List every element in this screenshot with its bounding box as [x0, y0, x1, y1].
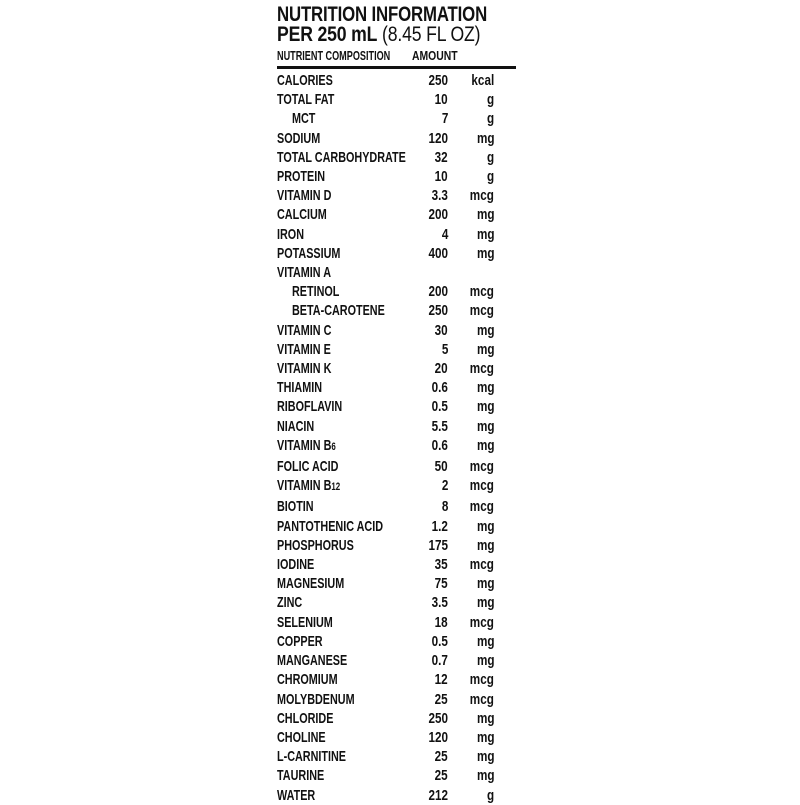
nutrient-label: WATER — [277, 786, 316, 804]
table-row — [277, 148, 516, 167]
table-row — [277, 282, 516, 301]
unit-label: mcg — [469, 458, 494, 476]
nutrient-label-subscript: 12 — [331, 481, 341, 494]
table-row — [277, 536, 516, 555]
unit-label: mcg — [469, 613, 494, 631]
table-row — [277, 71, 516, 90]
unit-label: mg — [476, 436, 494, 454]
serving-size-bold: PER 250 mL — [277, 23, 378, 46]
unit-label: mg — [476, 206, 494, 224]
amount-value: 25 — [434, 748, 448, 766]
unit-label: mg — [476, 225, 494, 243]
unit-label: mcg — [469, 302, 494, 320]
nutrient-label: VITAMIN B6 — [277, 436, 336, 454]
unit-label: mg — [476, 536, 494, 554]
table-row — [277, 690, 516, 709]
nutrient-label: CALCIUM — [277, 206, 327, 224]
table-row — [277, 517, 516, 536]
unit-label: mg — [476, 767, 494, 785]
nutrient-label: ZINC — [277, 594, 303, 612]
amount-value: 4 — [441, 225, 448, 243]
nutrient-label: MOLYBDENUM — [277, 690, 355, 708]
nutrient-label: VITAMIN C — [277, 321, 332, 339]
table-row — [277, 359, 516, 378]
table-row — [277, 301, 516, 320]
amount-value: 175 — [428, 536, 448, 554]
nutrient-label: NIACIN — [277, 417, 315, 435]
column-header-nutrient: NUTRIENT COMPOSITION — [277, 48, 391, 63]
nutrient-label: CHLORIDE — [277, 709, 334, 727]
nutrient-label: COPPER — [277, 632, 323, 650]
amount-value: 30 — [434, 321, 448, 339]
amount-value: 250 — [428, 302, 448, 320]
unit-label: mcg — [469, 360, 494, 378]
nutrient-label: FOLIC ACID — [277, 458, 339, 476]
nutrient-label: CHOLINE — [277, 728, 326, 746]
nutrient-label: BIOTIN — [277, 498, 314, 516]
nutrient-label: TOTAL FAT — [277, 91, 335, 109]
amount-value: 200 — [428, 206, 448, 224]
amount-value: 5 — [441, 340, 448, 358]
nutrient-label: RIBOFLAVIN — [277, 398, 343, 416]
table-row — [277, 378, 516, 397]
unit-label: kcal — [471, 72, 494, 89]
table-row — [277, 436, 516, 457]
unit-label: mcg — [469, 671, 494, 689]
unit-label: mg — [476, 709, 494, 727]
amount-value: 18 — [434, 613, 448, 631]
table-row — [277, 263, 516, 282]
unit-label: mg — [476, 575, 494, 593]
unit-label: mg — [476, 517, 494, 535]
nutrient-label: IODINE — [277, 556, 315, 574]
nutrient-label: IRON — [277, 225, 304, 243]
table-row — [277, 613, 516, 632]
nutrient-label: SODIUM — [277, 129, 321, 147]
unit-label: mcg — [469, 187, 494, 205]
nutrient-table — [277, 71, 516, 805]
table-row — [277, 457, 516, 476]
unit-label: g — [486, 148, 494, 166]
amount-value: 3.3 — [431, 187, 448, 205]
unit-label: mcg — [469, 477, 494, 495]
table-row — [277, 186, 516, 205]
amount-value: 2 — [441, 477, 448, 495]
table-row — [277, 497, 516, 516]
unit-label: mg — [476, 379, 494, 397]
table-row — [277, 651, 516, 670]
amount-value: 32 — [434, 148, 448, 166]
unit-label: mg — [476, 340, 494, 358]
amount-value: 3.5 — [431, 594, 448, 612]
table-row — [277, 670, 516, 689]
unit-label: mg — [476, 728, 494, 746]
nutrient-label: PANTOTHENIC ACID — [277, 517, 384, 535]
header-rule — [277, 66, 516, 69]
nutrient-label: RETINOL — [292, 283, 340, 301]
table-row — [277, 244, 516, 263]
unit-label: mg — [476, 652, 494, 670]
unit-label: g — [486, 110, 494, 128]
table-row — [277, 632, 516, 651]
amount-value: 7 — [441, 110, 448, 128]
amount-value: 200 — [428, 283, 448, 301]
amount-value: 20 — [434, 360, 448, 378]
unit-label: mg — [476, 748, 494, 766]
table-row — [277, 340, 516, 359]
nutrient-label: PHOSPHORUS — [277, 536, 354, 554]
label-title-text: NUTRITION INFORMATION — [277, 3, 488, 26]
column-header-amount: AMOUNT — [412, 48, 458, 63]
nutrient-label: MAGNESIUM — [277, 575, 345, 593]
amount-value: 250 — [428, 72, 448, 89]
nutrient-label: VITAMIN D — [277, 187, 332, 205]
table-row — [277, 574, 516, 593]
nutrient-label: TOTAL CARBOHYDRATE — [277, 148, 406, 166]
nutrient-label: VITAMIN B12 — [277, 477, 341, 495]
unit-label: mg — [476, 632, 494, 650]
unit-label: mcg — [469, 690, 494, 708]
nutrient-label: VITAMIN A — [277, 264, 331, 282]
nutrient-label: CALORIES — [277, 72, 333, 89]
table-row — [277, 225, 516, 244]
table-row — [277, 709, 516, 728]
amount-value: 50 — [434, 458, 448, 476]
amount-value: 10 — [434, 91, 448, 109]
nutrient-label-subscript: 6 — [331, 440, 336, 453]
table-row — [277, 476, 516, 497]
label-title — [277, 5, 516, 25]
amount-value: 25 — [434, 690, 448, 708]
table-row — [277, 786, 516, 805]
unit-label: mcg — [469, 498, 494, 516]
serving-size-line — [277, 25, 516, 45]
amount-value: 0.6 — [431, 436, 448, 454]
unit-label: mg — [476, 398, 494, 416]
amount-value: 8 — [441, 498, 448, 516]
nutrient-label: MANGANESE — [277, 652, 348, 670]
nutrient-label: BETA-CAROTENE — [292, 302, 385, 320]
amount-value: 400 — [428, 244, 448, 262]
unit-label: g — [486, 168, 494, 186]
amount-value: 0.5 — [431, 632, 448, 650]
table-row — [277, 397, 516, 416]
nutrient-label: PROTEIN — [277, 168, 326, 186]
unit-label: g — [486, 91, 494, 109]
table-row — [277, 90, 516, 109]
nutrient-label: CHROMIUM — [277, 671, 338, 689]
nutrient-label: SELENIUM — [277, 613, 333, 631]
amount-value: 120 — [428, 129, 448, 147]
amount-value: 35 — [434, 556, 448, 574]
table-row — [277, 167, 516, 186]
table-row — [277, 417, 516, 436]
amount-value: 120 — [428, 728, 448, 746]
table-row — [277, 321, 516, 340]
amount-value: 0.7 — [431, 652, 448, 670]
table-row — [277, 205, 516, 224]
amount-value: 1.2 — [431, 517, 448, 535]
unit-label: mg — [476, 129, 494, 147]
nutrient-label: VITAMIN E — [277, 340, 331, 358]
table-row — [277, 129, 516, 148]
nutrient-label: MCT — [292, 110, 316, 128]
unit-label: mg — [476, 244, 494, 262]
unit-label: mg — [476, 417, 494, 435]
nutrient-label: POTASSIUM — [277, 244, 341, 262]
unit-label: mg — [476, 594, 494, 612]
amount-value: 212 — [428, 786, 448, 804]
amount-value: 0.5 — [431, 398, 448, 416]
unit-label: mcg — [469, 556, 494, 574]
unit-label: mcg — [469, 283, 494, 301]
serving-size-volume: (8.45 FL OZ) — [382, 23, 481, 46]
table-row — [277, 593, 516, 612]
amount-value: 25 — [434, 767, 448, 785]
amount-value: 75 — [434, 575, 448, 593]
nutrient-label: TAURINE — [277, 767, 325, 785]
amount-value: 250 — [428, 709, 448, 727]
amount-value: 5.5 — [431, 417, 448, 435]
column-header-row — [277, 49, 516, 63]
table-row — [277, 766, 516, 785]
table-row — [277, 728, 516, 747]
table-row — [277, 555, 516, 574]
amount-value: 12 — [434, 671, 448, 689]
nutrient-label: L-CARNITINE — [277, 748, 346, 766]
table-row — [277, 747, 516, 766]
nutrient-label: VITAMIN K — [277, 360, 332, 378]
amount-value: 0.6 — [431, 379, 448, 397]
unit-label: g — [486, 786, 494, 804]
unit-label: mg — [476, 321, 494, 339]
amount-value: 10 — [434, 168, 448, 186]
nutrient-label: THIAMIN — [277, 379, 322, 397]
nutrition-label — [277, 5, 516, 805]
table-row — [277, 109, 516, 128]
